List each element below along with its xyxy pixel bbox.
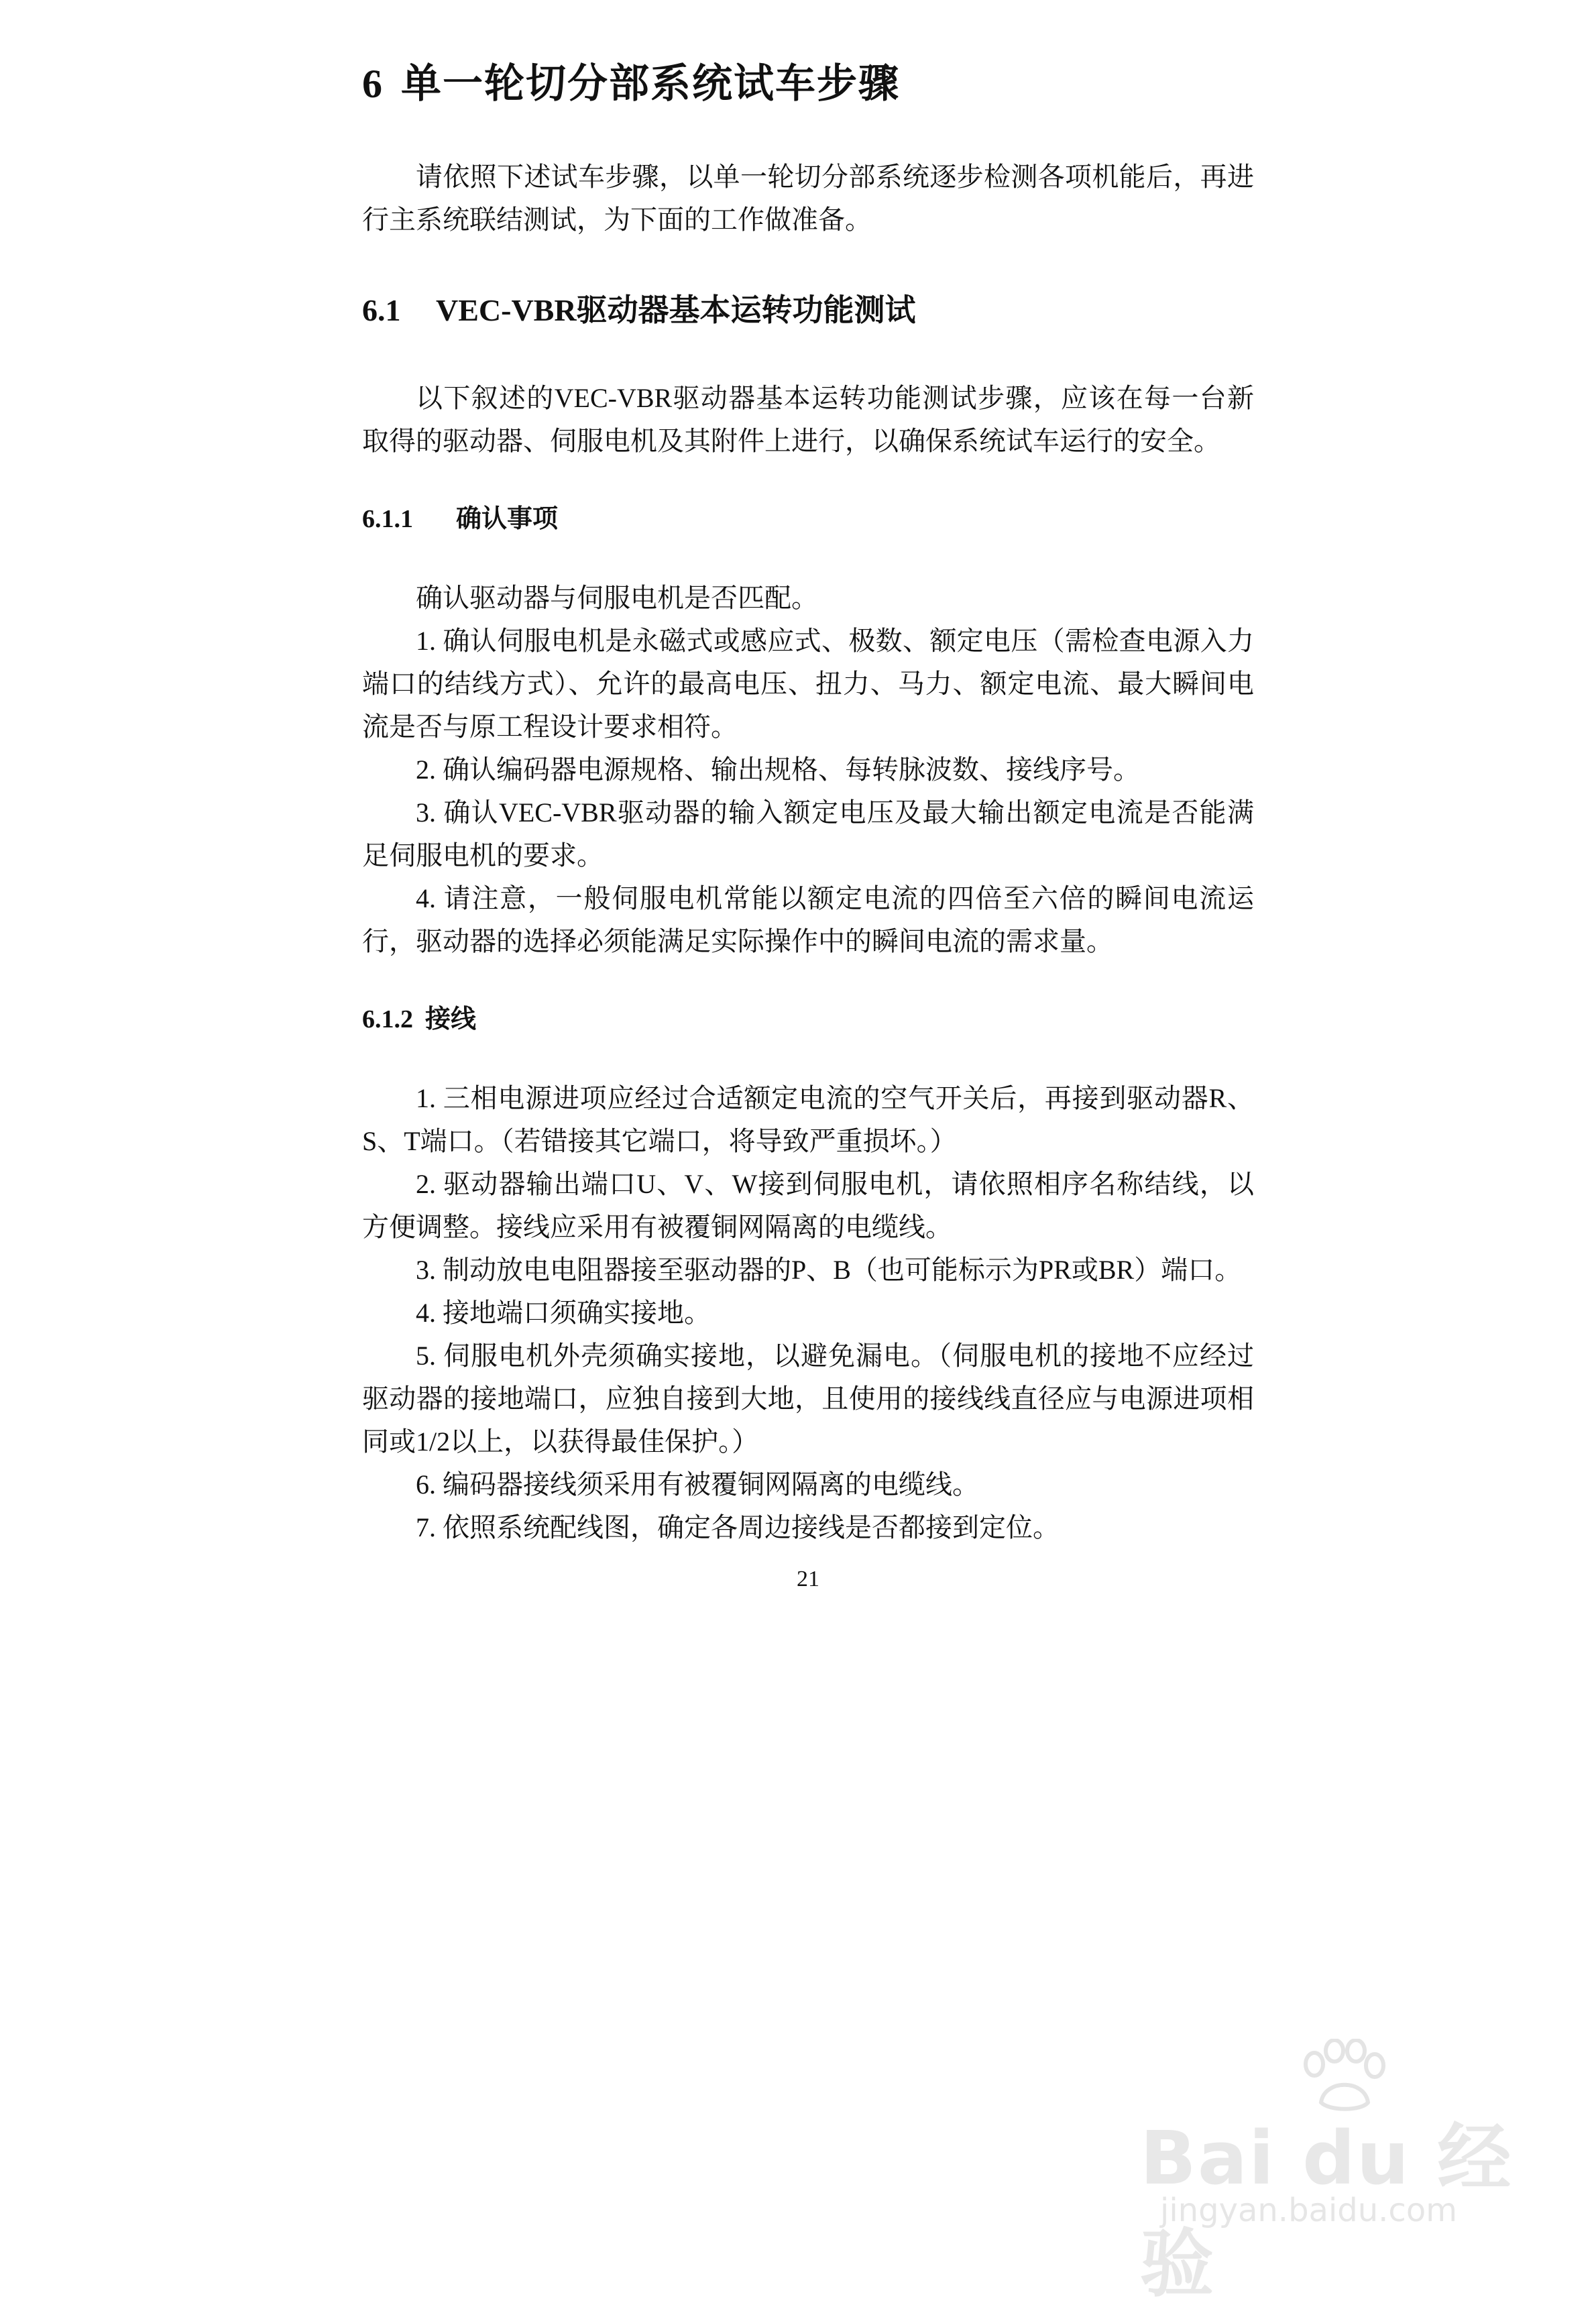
list-item: 2. 确认编码器电源规格、输出规格、每转脉波数、接线序号。 <box>416 754 1140 785</box>
list-item: 1. 三相电源进项应经过合适额定电流的空气开关后，再接到驱动器R、S、T端口。（若错接其它端口，将导致严重损坏。） <box>362 1083 1254 1156</box>
list-item: 2. 驱动器输出端口U、V、W接到伺服电机，请依照相序名称结线，以方便调整。接线应采用有被覆铜网隔离的电缆线。 <box>362 1169 1254 1242</box>
list-item: 7. 依照系统配线图，确定各周边接线是否都接到定位。 <box>416 1512 1060 1542</box>
section-6-1-1-number: 6.1.1 <box>362 505 413 533</box>
baidu-watermark <box>1140 2039 1516 2307</box>
section-6-1-1-heading <box>362 499 1254 539</box>
chapter-heading <box>362 54 1254 114</box>
list-item: 4. 接地端口须确实接地。 <box>416 1298 711 1328</box>
section-6-1-number: 6.1 <box>362 293 401 327</box>
list-item: 5. 伺服电机外壳须确实接地，以避免漏电。（伺服电机的接地不应经过驱动器的接地端口，应独自接到大地，且使用的接线线直径应与电源进项相同或1/2以上，以获得最佳保护。） <box>362 1341 1254 1457</box>
section-6-1-2-number: 6.1.2 <box>362 1005 413 1033</box>
chapter-title: 单一轮切分部系统试车步骤 <box>401 62 900 106</box>
document-page <box>362 54 1254 1592</box>
list-item: 6. 编码器接线须采用有被覆铜网隔离的电缆线。 <box>416 1469 979 1500</box>
watermark-url: jingyan.baidu.com <box>1160 2192 1457 2229</box>
section-6-1-2-title: 接线 <box>425 1005 477 1033</box>
watermark-brand: Bai du 经验 <box>1140 2115 1513 2307</box>
section-6-1-1-title: 确认事项 <box>456 505 559 533</box>
section-6-1-title: VEC-VBR驱动器基本运转功能测试 <box>436 293 916 327</box>
section-6-1-paragraph: 以下叙述的VEC-VBR驱动器基本运转功能测试步骤，应该在每一台新取得的驱动器、伺服电机及其附件上进行，以确保系统试车运行的安全。 <box>362 383 1254 456</box>
list-item: 3. 制动放电电阻器接至驱动器的P、B（也可能标示为PR或BR）端口。 <box>416 1255 1242 1285</box>
chapter-number: 6 <box>362 62 384 106</box>
intro-paragraph: 请依照下述试车步骤，以单一轮切分部系统逐步检测各项机能后，再进行主系统联结测试，为下面的工作做准备。 <box>362 162 1254 235</box>
section-6-1-1-lead: 确认驱动器与伺服电机是否匹配。 <box>416 583 818 613</box>
list-item: 3. 确认VEC-VBR驱动器的输入额定电压及最大输出额定电流是否能满足伺服电机的要求。 <box>362 797 1254 870</box>
page-number: 21 <box>797 1567 819 1591</box>
section-6-1-heading <box>362 287 1254 334</box>
list-item: 4. 请注意，一般伺服电机常能以额定电流的四倍至六倍的瞬间电流运行，驱动器的选择必须能满足实际操作中的瞬间电流的需求量。 <box>362 883 1254 956</box>
section-6-1-2-heading <box>362 999 1254 1039</box>
list-item: 1. 确认伺服电机是永磁式或感应式、极数、额定电压（需检查电源入力端口的结线方式）、允许的最高电压、扭力、马力、额定电流、最大瞬间电流是否与原工程设计要求相符。 <box>362 626 1254 742</box>
